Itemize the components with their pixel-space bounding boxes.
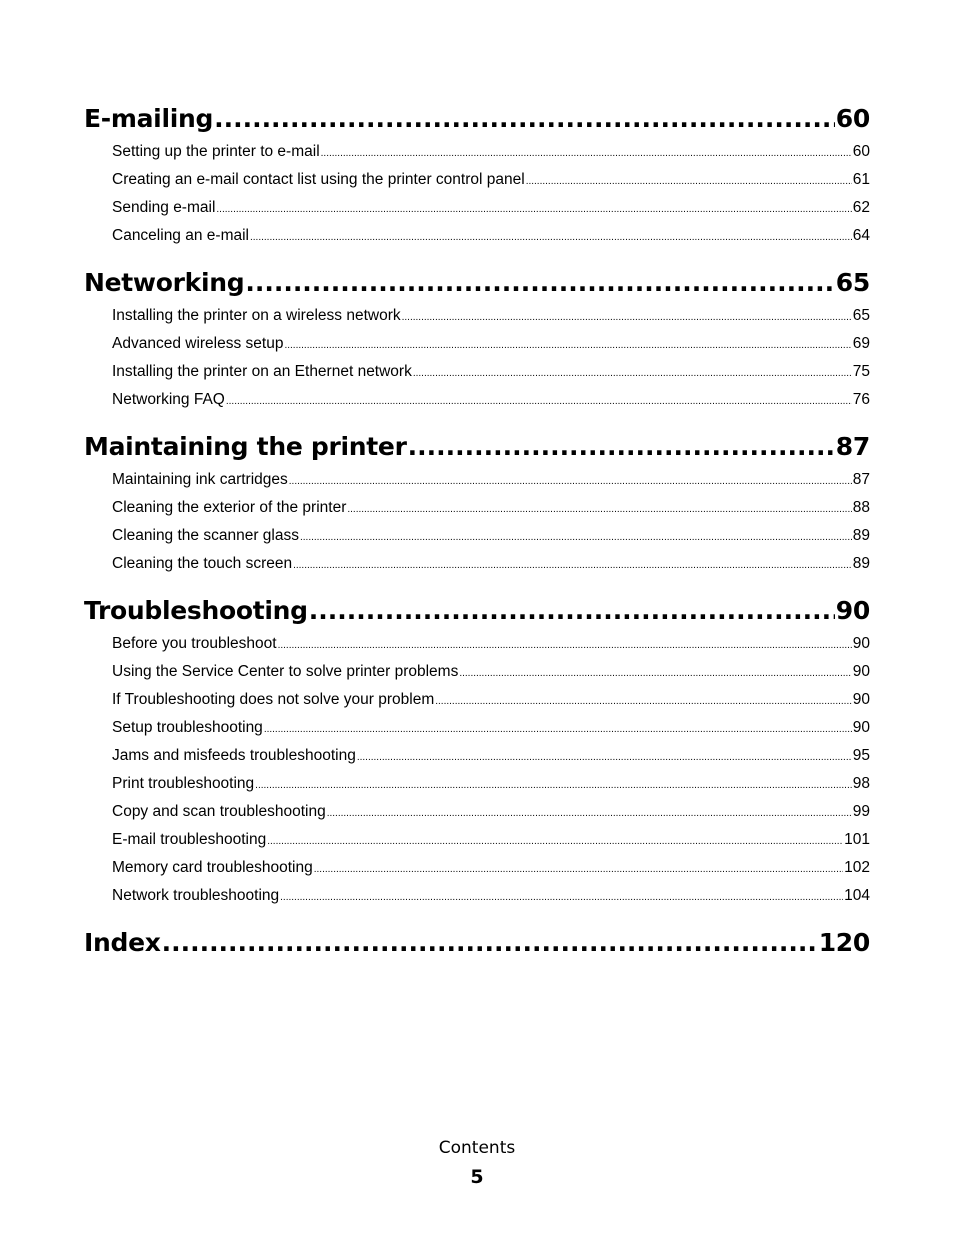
- toc-entry[interactable]: [112, 194, 870, 222]
- entry-page-number: 76: [852, 391, 870, 408]
- entry-page-number: 88: [852, 499, 870, 516]
- dot-leader: [347, 496, 851, 524]
- toc-section: [84, 264, 870, 414]
- chapter-page-number: 120: [818, 928, 870, 957]
- dot-leader: [402, 304, 852, 332]
- toc-entry[interactable]: [112, 494, 870, 522]
- entry-title: Memory card troubleshooting: [112, 859, 313, 876]
- entry-page-number: 90: [852, 691, 870, 708]
- entry-page-number: 62: [852, 199, 870, 216]
- entry-title: Setup troubleshooting: [112, 719, 263, 736]
- entry-title: If Troubleshooting does not solve your problem: [112, 691, 435, 708]
- dot-leader: [408, 428, 835, 466]
- toc-chapter-heading[interactable]: [84, 924, 870, 962]
- dot-leader: [216, 196, 851, 224]
- entry-page-number: 101: [844, 831, 870, 848]
- dot-leader: [255, 772, 852, 800]
- footer-section-label: Contents: [438, 1138, 516, 1158]
- dot-leader: [264, 716, 852, 744]
- entry-page-number: 75: [852, 363, 870, 380]
- entry-page-number: 90: [852, 663, 870, 680]
- toc-entry[interactable]: [112, 826, 870, 854]
- toc-entry[interactable]: [112, 222, 870, 250]
- toc-entry[interactable]: [112, 386, 870, 414]
- entry-page-number: 90: [852, 635, 870, 652]
- dot-leader: [300, 524, 852, 552]
- dot-leader: [357, 744, 852, 772]
- entry-page-number: 61: [852, 171, 870, 188]
- dot-leader: [226, 388, 852, 416]
- dot-leader: [162, 924, 818, 962]
- entry-title: E-mail troubleshooting: [112, 831, 267, 848]
- dot-leader: [309, 592, 835, 630]
- toc-section: [84, 592, 870, 910]
- toc-entry[interactable]: [112, 854, 870, 882]
- dot-leader: [413, 360, 852, 388]
- chapter-title: E-mailing: [84, 104, 214, 133]
- toc-section: [84, 428, 870, 578]
- toc-entry[interactable]: [112, 630, 870, 658]
- toc-section: [84, 100, 870, 250]
- entry-title: Maintaining ink cartridges: [112, 471, 288, 488]
- dot-leader: [289, 468, 852, 496]
- toc-entry[interactable]: [112, 466, 870, 494]
- entry-title: Cleaning the scanner glass: [112, 527, 299, 544]
- toc-entry[interactable]: [112, 166, 870, 194]
- dot-leader: [278, 632, 852, 660]
- toc-entry[interactable]: [112, 302, 870, 330]
- toc-section: [84, 924, 870, 962]
- chapter-title: Troubleshooting: [84, 596, 308, 625]
- dot-leader: [435, 688, 852, 716]
- entry-title: Jams and misfeeds troubleshooting: [112, 747, 356, 764]
- dot-leader: [214, 100, 835, 138]
- toc-chapter-heading[interactable]: [84, 100, 870, 138]
- toc-entry[interactable]: [112, 550, 870, 578]
- entry-page-number: 69: [852, 335, 870, 352]
- toc-chapter-heading[interactable]: [84, 592, 870, 630]
- entry-title: Canceling an e-mail: [112, 227, 249, 244]
- dot-leader: [327, 800, 852, 828]
- entry-title: Cleaning the exterior of the printer: [112, 499, 347, 516]
- entry-title: Cleaning the touch screen: [112, 555, 293, 572]
- footer-page-number: 5: [470, 1166, 484, 1188]
- toc-entry[interactable]: [112, 714, 870, 742]
- toc-entry[interactable]: [112, 770, 870, 798]
- toc-entry[interactable]: [112, 138, 870, 166]
- toc-entry[interactable]: [112, 658, 870, 686]
- entry-page-number: 95: [852, 747, 870, 764]
- entry-page-number: 65: [852, 307, 870, 324]
- dot-leader: [250, 224, 852, 252]
- entry-title: Copy and scan troubleshooting: [112, 803, 326, 820]
- entry-title: Creating an e-mail contact list using the printer control panel: [112, 171, 525, 188]
- dot-leader: [245, 264, 834, 302]
- dot-leader: [267, 828, 843, 856]
- toc-chapter-heading[interactable]: [84, 428, 870, 466]
- toc-entry[interactable]: [112, 742, 870, 770]
- dot-leader: [459, 660, 851, 688]
- chapter-page-number: 87: [835, 432, 870, 461]
- entry-page-number: 87: [852, 471, 870, 488]
- toc-chapter-heading[interactable]: [84, 264, 870, 302]
- dot-leader: [526, 168, 852, 196]
- toc-entry[interactable]: [112, 330, 870, 358]
- entry-page-number: 89: [852, 555, 870, 572]
- entry-title: Sending e-mail: [112, 199, 216, 216]
- entry-title: Setting up the printer to e-mail: [112, 143, 320, 160]
- toc-entry[interactable]: [112, 882, 870, 910]
- chapter-title: Maintaining the printer: [84, 432, 407, 461]
- entry-title: Installing the printer on a wireless network: [112, 307, 401, 324]
- chapter-page-number: 65: [835, 268, 870, 297]
- entry-page-number: 60: [852, 143, 870, 160]
- entry-page-number: 64: [852, 227, 870, 244]
- entry-title: Advanced wireless setup: [112, 335, 284, 352]
- dot-leader: [280, 884, 843, 912]
- chapter-page-number: 90: [835, 596, 870, 625]
- entry-page-number: 98: [852, 775, 870, 792]
- dot-leader: [314, 856, 843, 884]
- toc-entry[interactable]: [112, 522, 870, 550]
- entry-title: Network troubleshooting: [112, 887, 280, 904]
- dot-leader: [284, 332, 851, 360]
- entry-title: Networking FAQ: [112, 391, 225, 408]
- entry-page-number: 102: [844, 859, 870, 876]
- entry-page-number: 104: [844, 887, 870, 904]
- chapter-page-number: 60: [835, 104, 870, 133]
- entry-page-number: 90: [852, 719, 870, 736]
- entry-page-number: 89: [852, 527, 870, 544]
- chapter-title: Index: [84, 928, 161, 957]
- entry-title: Installing the printer on an Ethernet network: [112, 363, 412, 380]
- chapter-title: Networking: [84, 268, 245, 297]
- entry-page-number: 99: [852, 803, 870, 820]
- toc-entry[interactable]: [112, 798, 870, 826]
- dot-leader: [293, 552, 852, 580]
- toc-entry[interactable]: [112, 358, 870, 386]
- entry-title: Print troubleshooting: [112, 775, 255, 792]
- entry-title: Before you troubleshoot: [112, 635, 277, 652]
- toc-entry[interactable]: [112, 686, 870, 714]
- entry-title: Using the Service Center to solve printer problems: [112, 663, 459, 680]
- dot-leader: [321, 140, 852, 168]
- table-of-contents: [84, 100, 870, 976]
